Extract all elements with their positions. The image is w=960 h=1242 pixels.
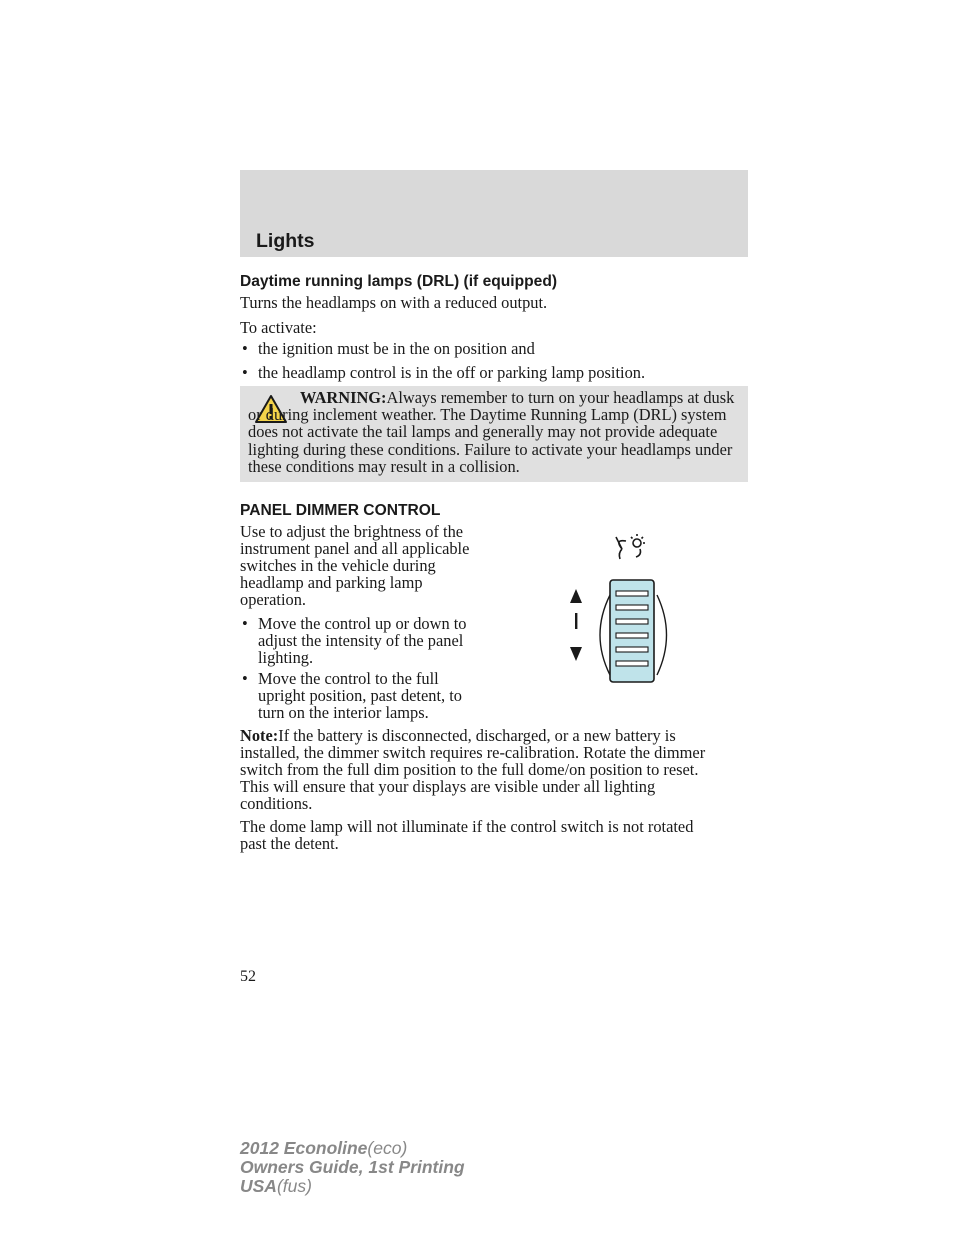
section-title: Lights <box>256 230 315 252</box>
dimmer-thumbwheel <box>610 580 654 682</box>
text-line: Move the control up or down to <box>258 614 467 633</box>
footer-model: 2012 Econoline <box>240 1138 368 1158</box>
panel-dimmer-heading: PANEL DIMMER CONTROL <box>240 502 441 519</box>
warning-body: Always remember to turn on your headlamps at dusk or during inclement weather. The Daytime Running Lamp (DRL) system does not activate the tail lamps and generally may not provide adequate lighting during these conditions. Failure to activate your headlamps under these conditions may result in a collision. <box>248 388 735 476</box>
dimmer-diagram <box>560 533 680 693</box>
text-line: Use to adjust the brightness of the <box>240 522 464 541</box>
footer-line <box>240 1177 465 1196</box>
text-line: lighting. <box>258 648 314 667</box>
panel-light-icon <box>616 534 645 559</box>
warning-paragraph <box>248 389 743 475</box>
footer-market-code: (fus) <box>276 1176 312 1196</box>
text-line: instrument panel and all applicable <box>240 539 470 558</box>
bullet-dot: • <box>242 669 248 688</box>
bullet-dot: • <box>242 363 248 382</box>
note-label: Note: <box>240 726 279 745</box>
up-down-arrow-icon <box>570 589 582 661</box>
warning-box <box>240 386 748 482</box>
text-line: operation. <box>240 590 306 609</box>
note-line: If the battery is disconnected, discharged, or a new battery is <box>278 726 676 745</box>
drl-heading: Daytime running lamps (DRL) (if equipped) <box>240 273 558 290</box>
bullet-dot: • <box>242 339 248 358</box>
text-line: past the detent. <box>240 834 339 853</box>
text-line: upright position, past detent, to <box>258 686 462 705</box>
text-line: conditions. <box>240 794 313 813</box>
text-line: headlamp and parking lamp <box>240 573 423 592</box>
text-line: adjust the intensity of the panel <box>258 631 464 650</box>
footer-imprint <box>240 1139 465 1196</box>
text-line: switch from the full dim position to the full dome/on position to reset. <box>240 760 699 779</box>
text-line: Move the control to the full <box>258 669 439 688</box>
page-number: 52 <box>240 968 256 985</box>
bullet-dot: • <box>242 614 248 633</box>
list-item: the headlamp control is in the off or parking lamp position. <box>258 363 646 382</box>
footer-line <box>240 1139 465 1158</box>
text-line: The dome lamp will not illuminate if the control switch is not rotated <box>240 817 694 836</box>
footer-line: Owners Guide, 1st Printing <box>240 1157 465 1177</box>
text-line <box>240 727 676 744</box>
text-line: switches in the vehicle during <box>240 556 436 575</box>
text-line: turn on the interior lamps. <box>258 703 429 722</box>
section-header-band <box>240 170 748 257</box>
text-line: installed, the dimmer switch requires re-calibration. Rotate the dimmer <box>240 743 706 762</box>
footer-market: USA <box>240 1176 277 1196</box>
footer-model-code: (eco) <box>367 1138 408 1158</box>
drl-intro: Turns the headlamps on with a reduced output. <box>240 293 548 312</box>
text-line: This will ensure that your displays are visible under all lighting <box>240 777 656 796</box>
drl-activate-label: To activate: <box>240 318 317 337</box>
list-item: the ignition must be in the on position and <box>258 339 535 358</box>
warning-label: WARNING: <box>300 388 387 407</box>
